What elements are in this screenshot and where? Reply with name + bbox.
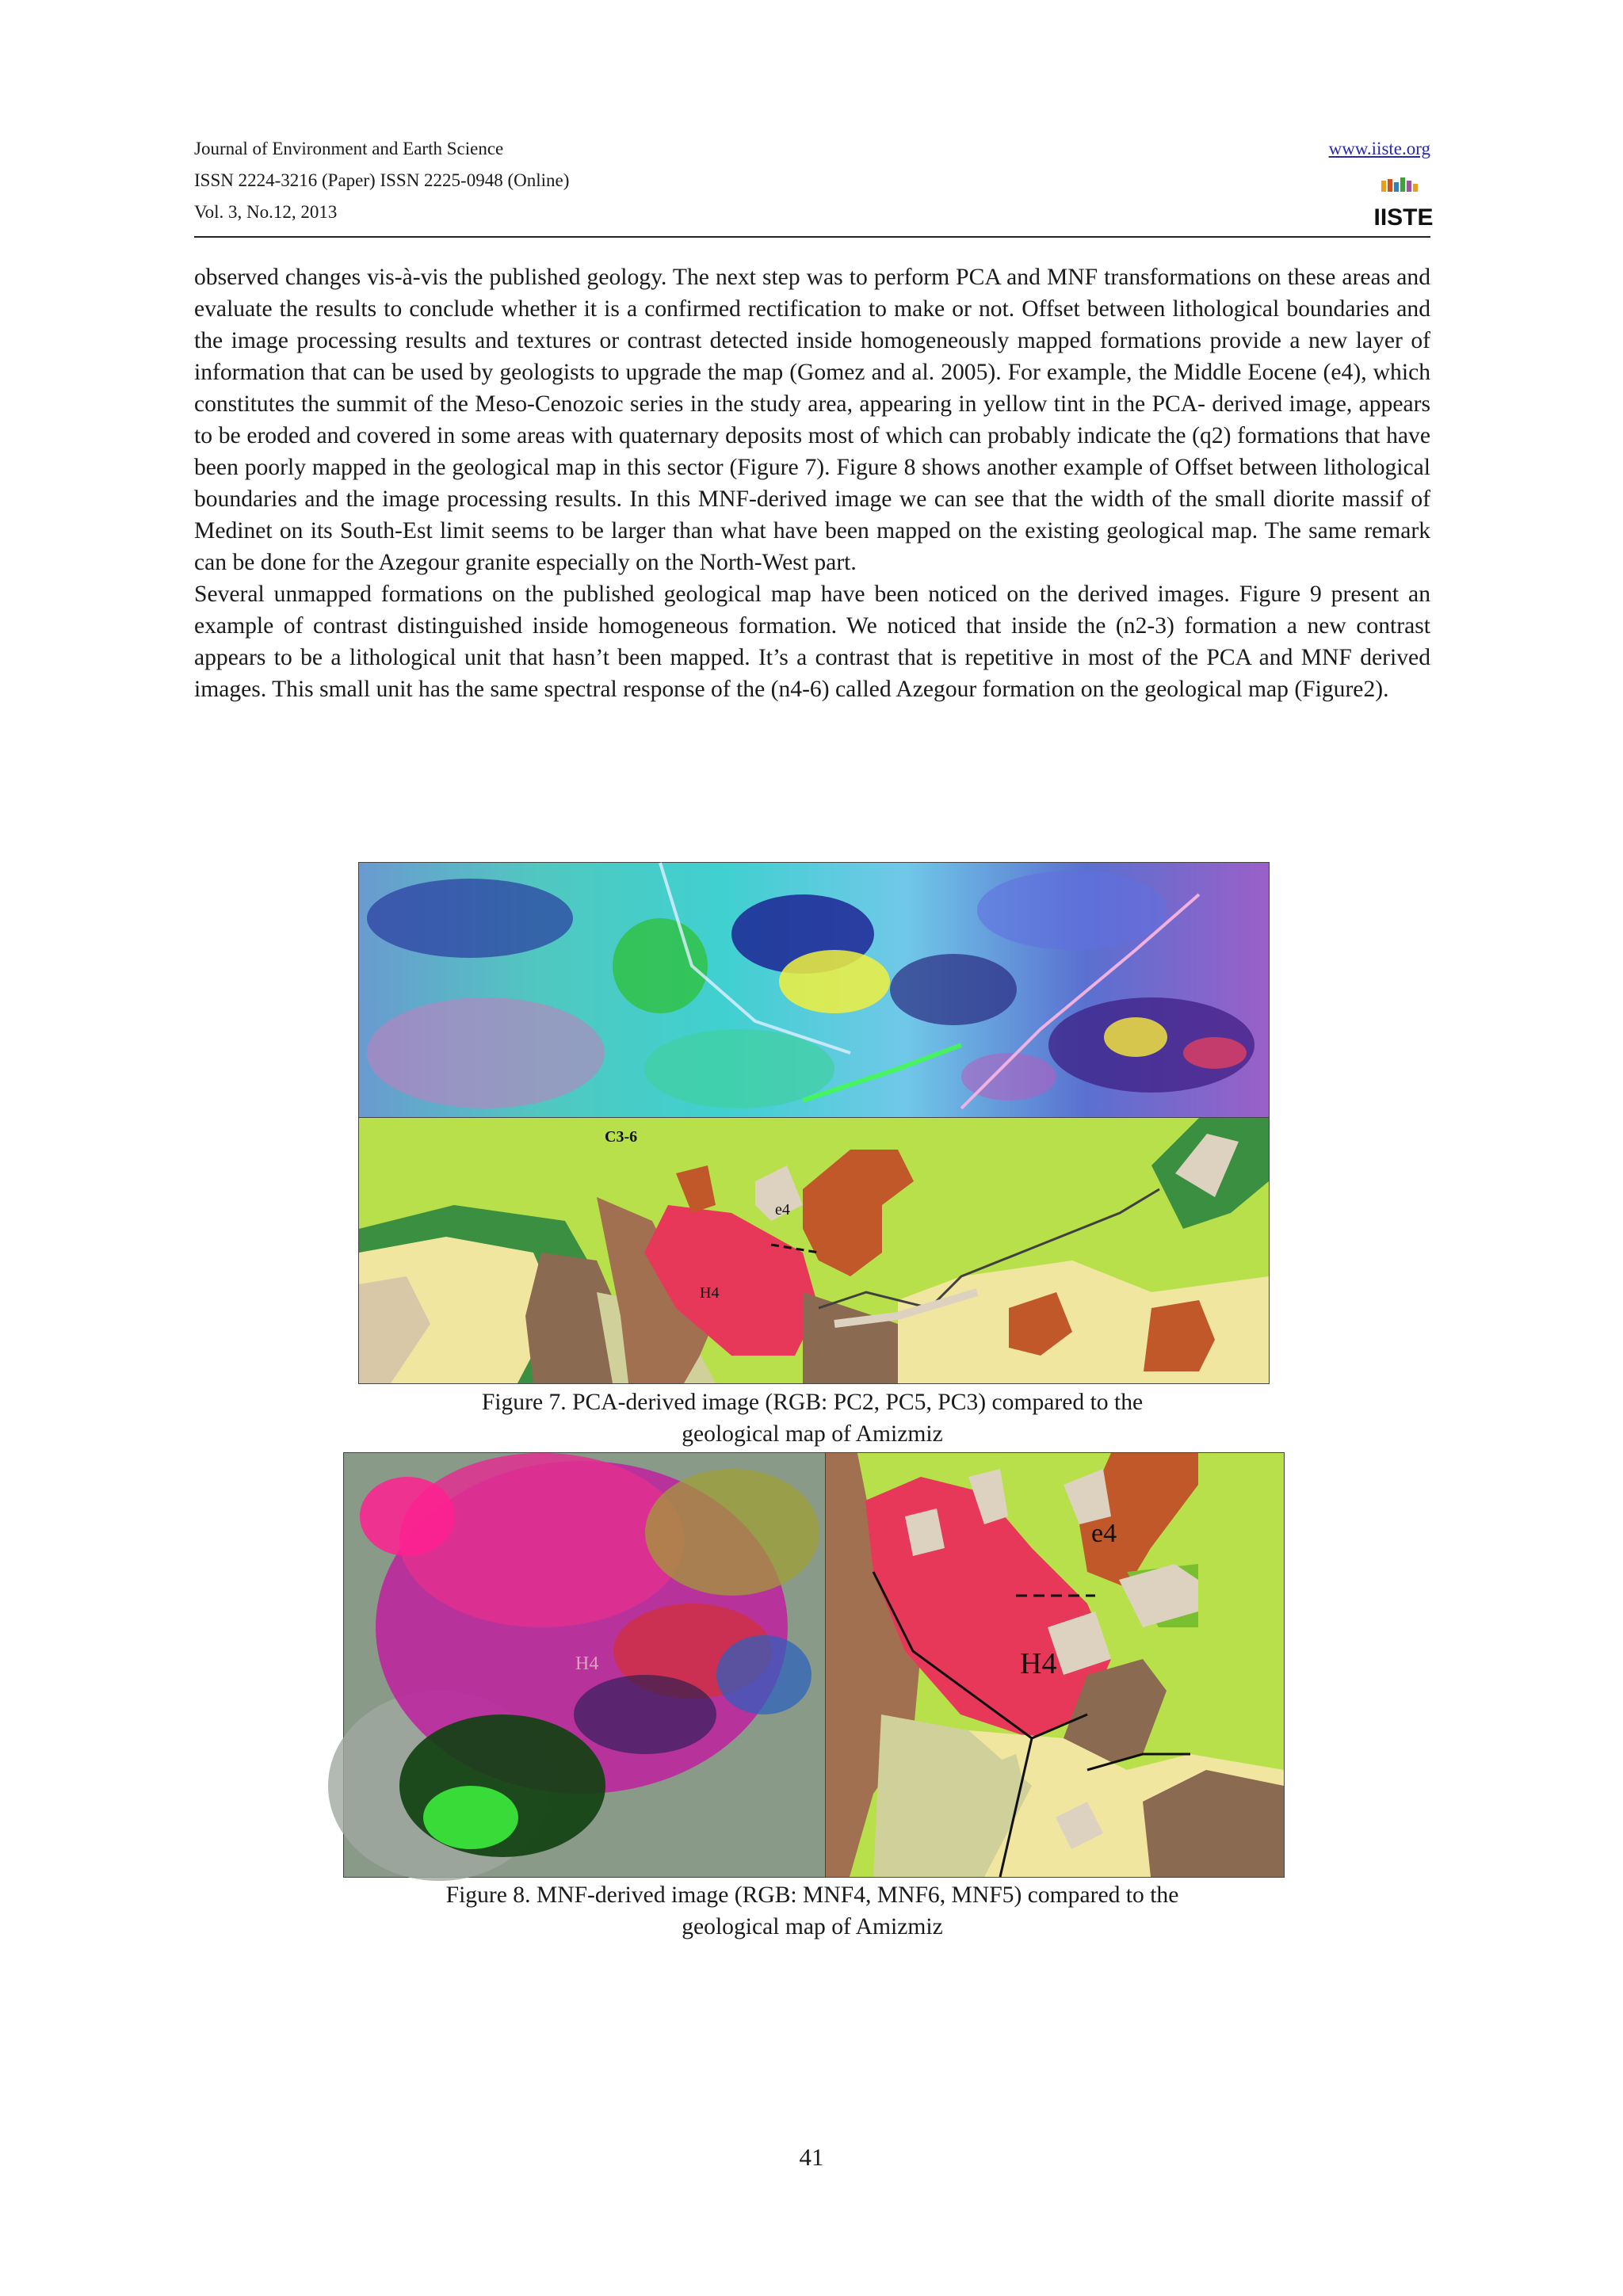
figure8-geologic-map [825, 1452, 1285, 1878]
map8-label-e4: e4 [1091, 1519, 1117, 1548]
paragraph-1: observed changes vis-à-vis the published geology. The next step was to perform PCA and MNF transformations on these areas and evaluate the results to conclude whether it is a confirmed rectification to make or not. Offset between lithological boundaries and the image processing results and textures or contrast detected inside homogeneously mapped formations provide a new layer of information that can be used by geologists to upgrade the map (Gomez and al. 2005). For example, the Middle Eocene (e4), which constitutes the summit of the Meso-Cenozoic series in the study area, appearing in yellow tint in the PCA- derived image, appears to be eroded and covered in some areas with quaternary deposits most of which can probably indicate the (q2) formations that have been poorly mapped in the geological map in this sector (Figure 7). Figure 8 shows another example of Offset between lithological boundaries and the image processing results. In this MNF-derived image we can see that the width of the small diorite massif of Medinet on its South-Est limit seems to be larger than what have been mapped on the existing geological map. The same remark can be done for the Azegour granite especially on the North-West part. [194, 265, 1430, 575]
figure8-mnf-image [343, 1452, 827, 1878]
volume-line: Vol. 3, No.12, 2013 [194, 202, 338, 222]
issn-line: ISSN 2224-3216 (Paper) ISSN 2225-0948 (Online) [194, 170, 570, 190]
map-label-h4: H4 [700, 1284, 720, 1302]
mnf-label-h4: H4 [575, 1653, 599, 1674]
map-label-e4: e4 [775, 1201, 790, 1219]
iiste-logo [1373, 176, 1434, 231]
logo-text: IISTE [1373, 204, 1434, 231]
figure7-caption [194, 1386, 1430, 1450]
figure8-caption-line1: Figure 8. MNF-derived image (RGB: MNF4, MNF6, MNF5) compared to the [445, 1882, 1179, 1908]
journal-name: Journal of Environment and Earth Science [194, 139, 504, 158]
figure8-caption-line2: geological map of Amizmiz [682, 1914, 943, 1939]
figure7-caption-line1: Figure 7. PCA-derived image (RGB: PC2, PC5, PC3) compared to the [481, 1390, 1144, 1415]
figure7-pca-image [358, 862, 1270, 1119]
map8-label-h4: H4 [1020, 1647, 1057, 1680]
figure7-geologic-map [358, 1117, 1270, 1384]
page-header [194, 135, 1434, 238]
header-rule [194, 236, 1430, 238]
map-label-c36: C3-6 [605, 1128, 638, 1146]
body-text [194, 261, 1430, 705]
page-number: 41 [799, 2143, 824, 2171]
paragraph-2: Several unmapped formations on the published geological map have been noticed on the derived images. Figure 9 present an example of contrast distinguished inside homogeneous formation. We noticed that inside the (n2-3) formation a new contrast appears to be a lithological unit that hasn’t been mapped. It’s a contrast that is repetitive in most of the PCA and MNF derived images. This small unit has the same spectral response of the (n4-6) called Azegour formation on the geological map (Figure2). [194, 582, 1430, 702]
figure7-caption-line2: geological map of Amizmiz [682, 1421, 943, 1447]
journal-website-link[interactable]: www.iiste.org [1328, 139, 1430, 158]
figure8-caption [194, 1879, 1430, 1943]
